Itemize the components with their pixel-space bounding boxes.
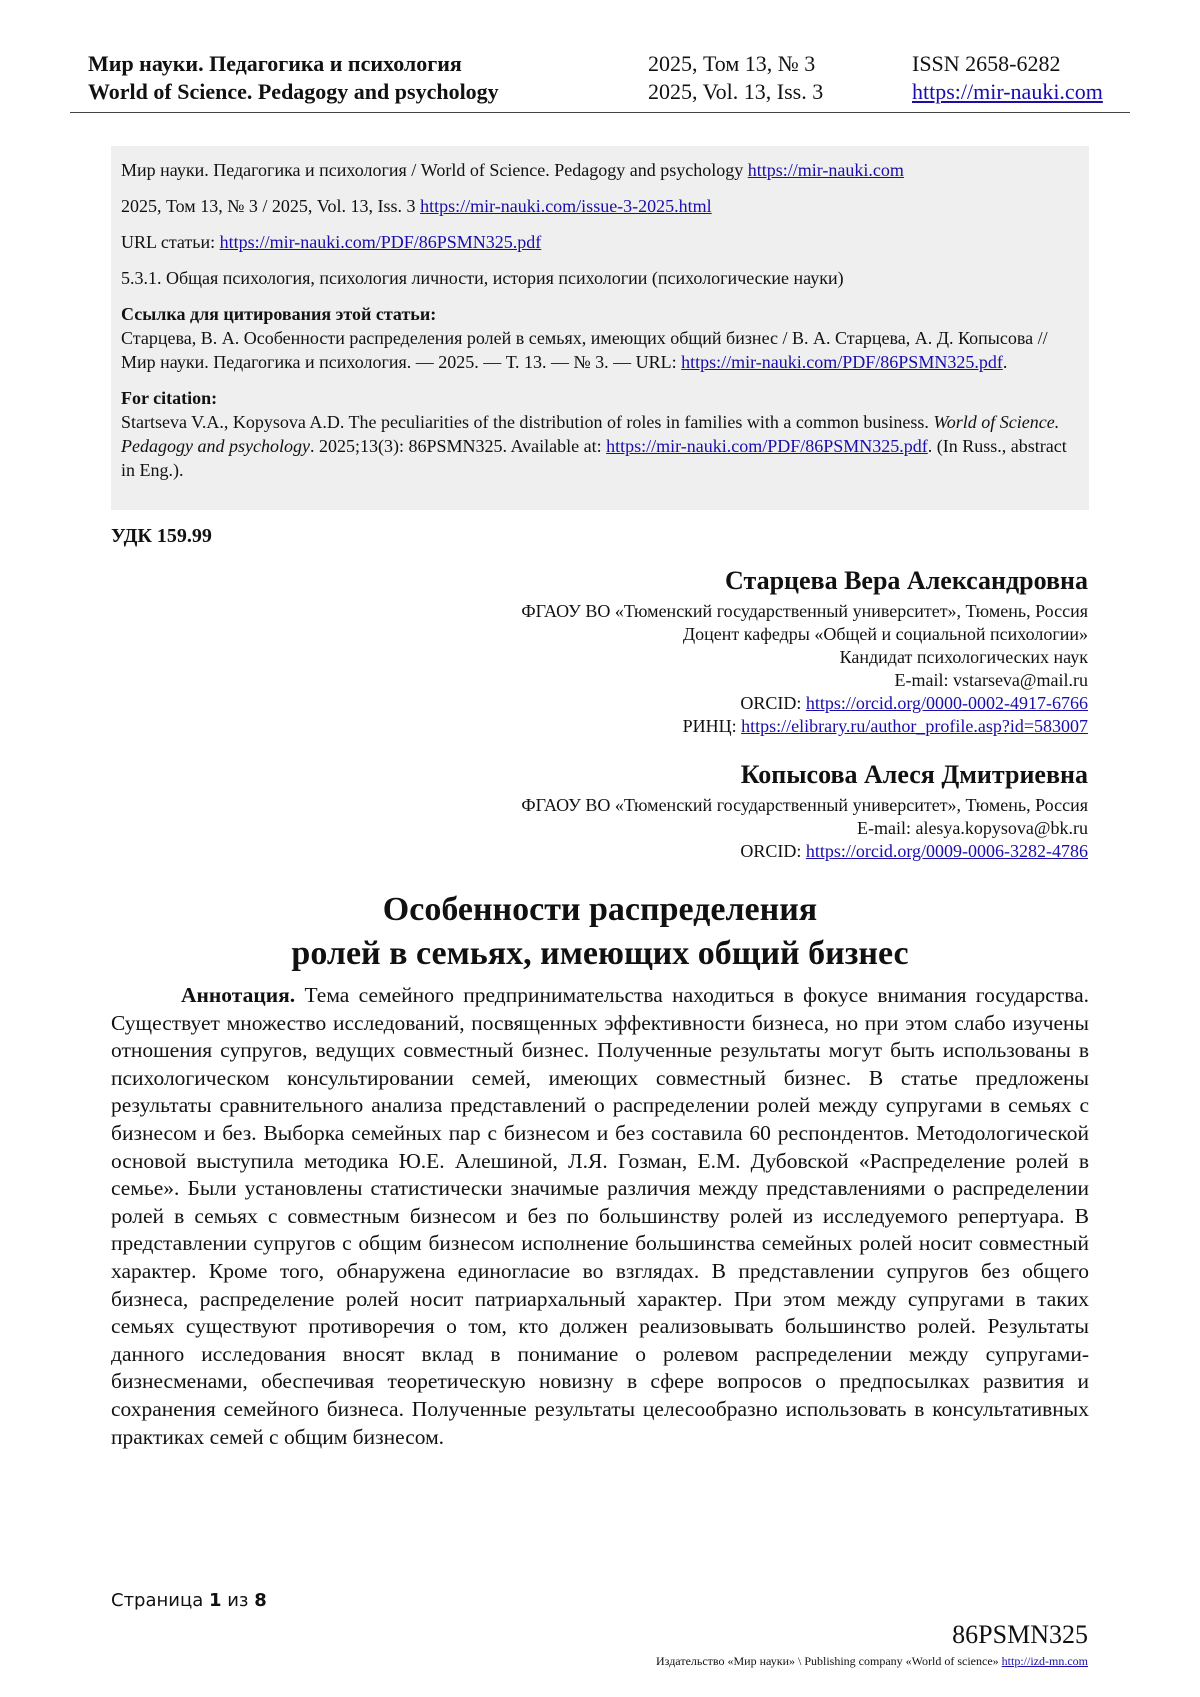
issn: ISSN 2658-6282	[912, 51, 1061, 76]
article-code: 86PSMN325	[952, 1620, 1088, 1649]
article-title	[0, 888, 1200, 976]
info-issue-line: 2025, Том 13, № 3 / 2025, Vol. 13, Iss. 3 https://mir-nauki.com/issue-3-2025.html	[121, 196, 712, 216]
journal-title-ru: Мир науки. Педагогика и психология	[88, 51, 462, 76]
citation-en: Startseva V.A., Kopysova A.D. The peculiarities of the distribution of roles in families with a common business. World of Science. Pedagogy and psychology. 2025;13(3): 86PSMN325. Available at: https://mir-nauki.com/PDF/86PSMN325.pdf. (In Russ., abstract in Eng.).	[121, 412, 1067, 480]
abstract	[111, 982, 1089, 1451]
page-header	[70, 50, 1130, 113]
citation-ru-heading: Ссылка для цитирования этой статьи:	[121, 304, 437, 324]
header-issn-site	[912, 50, 1103, 106]
author-email: E-mail: alesya.kopysova@bk.ru	[856, 818, 1088, 838]
page-number: Страница 1 из 8	[111, 1590, 267, 1611]
author-degree: Кандидат психологических наук	[839, 647, 1088, 667]
article-info-box	[111, 146, 1089, 510]
author-rinc: РИНЦ: https://elibrary.ru/author_profile.asp?id=583007	[682, 716, 1088, 736]
citation-ru-link[interactable]: https://mir-nauki.com/PDF/86PSMN325.pdf	[681, 352, 1003, 372]
citation-en-link[interactable]: https://mir-nauki.com/PDF/86PSMN325.pdf	[606, 436, 928, 456]
rinc-link[interactable]: https://elibrary.ru/author_profile.asp?id=583007	[741, 716, 1088, 736]
header-journal	[88, 50, 499, 106]
author-name: Старцева Вера Александровна	[725, 566, 1088, 595]
author-position: Доцент кафедры «Общей и социальной психологии»	[682, 624, 1088, 644]
orcid-link[interactable]: https://orcid.org/0009-0006-3282-4786	[805, 841, 1088, 861]
publisher-line: Издательство «Мир науки» \ Publishing company «World of science» http://izd-mn.com	[656, 1654, 1088, 1668]
journal-link[interactable]: https://mir-nauki.com	[747, 160, 904, 180]
udk-code: УДК 159.99	[111, 525, 212, 547]
issue-ru: 2025, Том 13, № 3	[648, 51, 816, 76]
author-org: ФГАОУ ВО «Тюменский государственный университет», Тюмень, Россия	[521, 795, 1088, 815]
issue-en: 2025, Vol. 13, Iss. 3	[648, 79, 824, 104]
author-org: ФГАОУ ВО «Тюменский государственный университет», Тюмень, Россия	[521, 601, 1088, 621]
citation-en-heading: For citation:	[121, 388, 218, 408]
info-url-line: URL статьи: https://mir-nauki.com/PDF/86PSMN325.pdf	[121, 232, 542, 252]
author-block-1	[521, 564, 1088, 738]
publisher-link[interactable]: http://izd-mn.com	[1001, 1654, 1088, 1668]
header-issue	[648, 50, 823, 106]
author-name: Копысова Алеся Дмитриевна	[740, 760, 1088, 789]
title-line-1: Особенности распределения	[382, 891, 818, 928]
orcid-link[interactable]: https://orcid.org/0000-0002-4917-6766	[805, 693, 1088, 713]
abstract-label: Аннотация.	[181, 983, 296, 1007]
citation-ru: Старцева, В. А. Особенности распределения ролей в семьях, имеющих общий бизнес / В. А. Старцева, А. Д. Копысова // Мир науки. Педагогика и психология. — 2025. — Т. 13. — № 3. — URL: https://mir-nauki.com/PDF/86PSMN325.pdf.	[121, 328, 1048, 372]
article-url-link[interactable]: https://mir-nauki.com/PDF/86PSMN325.pdf	[219, 232, 542, 252]
author-email: E-mail: vstarseva@mail.ru	[894, 670, 1088, 690]
author-orcid: ORCID: https://orcid.org/0009-0006-3282-4786	[740, 841, 1088, 861]
author-orcid: ORCID: https://orcid.org/0000-0002-4917-6766	[740, 693, 1088, 713]
author-block-2	[521, 758, 1088, 863]
abstract-text: Тема семейного предпринимательства находиться в фокусе внимания государства. Существует множество исследований, посвященных эффективности бизнеса, но при этом слабо изучены отношения супругов, ведущих совместный бизнес. Полученные результаты могут быть использованы в психологическом консультировании семей, имеющих совместный бизнес. В статье предложены результаты сравнительного анализа представлений о распределении ролей между супругами в семьях с бизнесом и без. Выборка семейных пар с бизнесом и без составила 60 респондентов. Методологической основой выступила методика Ю.Е. Алешиной, Л.Я. Гозман, Е.М. Дубовской «Распределение ролей в семье». Были установлены статистически значимые различия между представлениями о распределении ролей в семьях с совместным бизнесом и без по большинству ролей из исследуемого репертуара. В представлении супругов с общим бизнесом исполнение большинства семейных ролей носит совместный характер. Кроме того, обнаружена единогласие во взглядах. В представлении супругов без общего бизнеса, распределение ролей носит патриархальный характер. При этом между супругами в таких семьях существуют противоречия о том, кто должен реализовывать большинство ролей. Результаты данного исследования вносят вклад в понимание о ролевом распределении между супругами-бизнесменами, обеспечивая теоретическую новизну в сфере вопросов о предпосылках развития и сохранения семейного бизнеса. Полученные результаты целесообразно использовать в консультативных практиках семей с общим бизнесом.	[111, 983, 1089, 1449]
title-line-2: ролей в семьях, имеющих общий бизнес	[291, 935, 909, 972]
site-link[interactable]: https://mir-nauki.com	[912, 79, 1103, 104]
speciality-code: 5.3.1. Общая психология, психология личности, история психологии (психологические науки)	[121, 268, 844, 288]
journal-title-en: World of Science. Pedagogy and psychology	[88, 79, 499, 104]
issue-link[interactable]: https://mir-nauki.com/issue-3-2025.html	[420, 196, 712, 216]
info-journal-line: Мир науки. Педагогика и психология / World of Science. Pedagogy and psychology https://mir-nauki.com	[121, 160, 904, 180]
